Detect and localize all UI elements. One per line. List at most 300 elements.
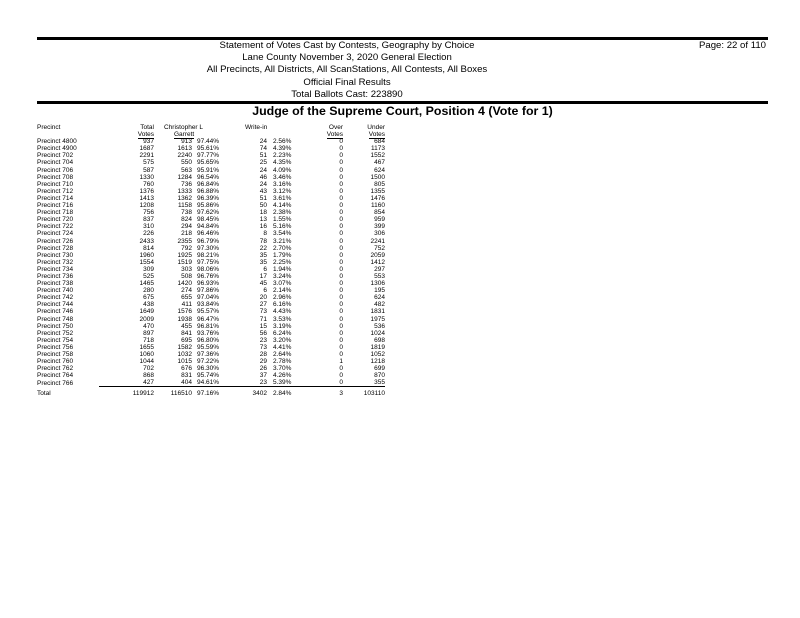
writein-pct-cell: 3.07%: [273, 280, 292, 288]
candidate-votes-cell: 841: [181, 329, 192, 337]
candidate-pct-cell: 98.45%: [197, 216, 220, 224]
table-row: [37, 152, 385, 159]
candidate-pct-cell: 96.30%: [197, 365, 220, 373]
over-votes-cell: 0: [339, 280, 343, 288]
precinct-cell: Precinct 738: [37, 280, 74, 288]
candidate-votes-cell: 1582: [177, 343, 192, 351]
writein-pct-cell: 4.14%: [273, 202, 292, 210]
candidate-votes-cell: 738: [181, 209, 192, 217]
precinct-cell: Precinct 718: [37, 209, 74, 217]
writein-votes-cell: 71: [259, 315, 267, 323]
total-votes-cell: 756: [143, 209, 154, 217]
candidate-votes-cell: 455: [181, 322, 192, 330]
under-votes-cell: 536: [374, 322, 385, 330]
candidate-pct-cell: 97.22%: [197, 358, 220, 366]
total-votes-cell: 438: [143, 301, 154, 309]
election-name: Lane County November 3, 2020 General Election: [242, 52, 452, 64]
over-votes-cell: 0: [339, 216, 343, 224]
candidate-votes-cell: 563: [181, 166, 192, 174]
candidate-votes-cell: 1925: [177, 251, 192, 259]
writein-votes-cell: 3402: [252, 390, 267, 398]
candidate-votes-cell: 736: [181, 180, 192, 188]
under-votes-cell: 698: [374, 336, 385, 344]
under-votes-cell: 297: [374, 265, 385, 273]
writein-votes-cell: 23: [235, 379, 267, 387]
candidate-pct-cell: 97.86%: [197, 287, 220, 295]
total-votes-cell: 2009: [139, 315, 154, 323]
total-votes-cell: 937: [143, 138, 154, 146]
col-over-header-1: Over: [328, 124, 343, 131]
table-row: [37, 372, 385, 379]
total-votes-cell: 897: [143, 329, 154, 337]
writein-pct-cell: 2.25%: [273, 258, 292, 266]
writein-votes-cell: 78: [259, 237, 267, 245]
precinct-cell: Precinct 702: [37, 152, 74, 160]
over-votes-cell: 0: [339, 329, 343, 337]
candidate-votes-cell: 1362: [177, 194, 192, 202]
candidate-pct-cell: 94.61%: [192, 379, 235, 387]
under-votes-cell: 1160: [371, 202, 385, 210]
writein-votes-cell: 16: [259, 223, 267, 231]
table-row: [37, 365, 385, 372]
table-row: [37, 273, 385, 280]
candidate-pct-cell: 97.75%: [197, 258, 220, 266]
table-row: [37, 216, 385, 223]
over-votes-cell: 0: [303, 379, 343, 387]
under-votes-cell: 1831: [370, 308, 385, 316]
writein-pct-cell: 4.43%: [273, 308, 292, 316]
writein-votes-cell: 51: [259, 194, 267, 202]
table-row: [37, 202, 385, 209]
total-votes-cell: 1044: [139, 358, 154, 366]
precinct-cell: Precinct 726: [37, 237, 74, 245]
table-row: [37, 287, 385, 294]
writein-votes-cell: 24: [259, 166, 267, 174]
under-votes-cell: 1500: [370, 173, 385, 181]
writein-pct-cell: 6.16%: [273, 301, 292, 309]
under-votes-cell: 306: [374, 230, 385, 238]
over-votes-cell: 0: [339, 315, 343, 323]
table-row: [37, 301, 385, 308]
total-votes-cell: 575: [143, 159, 154, 167]
precinct-cell: Precinct 742: [37, 294, 74, 302]
under-votes-cell: 1819: [370, 343, 385, 351]
candidate-votes-cell: 303: [181, 265, 192, 273]
under-votes-cell: 2059: [370, 251, 385, 259]
writein-pct-cell: 3.19%: [273, 322, 292, 330]
writein-pct-cell: 2.96%: [273, 294, 292, 302]
writein-votes-cell: 24: [259, 180, 267, 188]
candidate-pct-cell: 97.16%: [197, 390, 220, 398]
candidate-votes-cell: 2240: [177, 152, 192, 160]
candidate-pct-cell: 96.46%: [197, 230, 220, 238]
writein-pct-cell: 2.14%: [273, 287, 292, 295]
total-votes-cell: 1060: [139, 351, 154, 358]
precinct-cell: Precinct 764: [37, 372, 74, 380]
candidate-votes-cell: 1420: [177, 280, 192, 288]
writein-pct-cell: 2.23%: [273, 152, 292, 160]
under-votes-cell: 1306: [370, 280, 385, 288]
table-row: [37, 323, 385, 330]
under-votes-cell: 103110: [363, 390, 385, 398]
over-votes-cell: 0: [339, 152, 343, 160]
total-ballots-cast: Total Ballots Cast: 223890: [291, 88, 403, 100]
writein-votes-cell: 17: [259, 272, 267, 280]
candidate-votes-cell: 676: [181, 365, 192, 373]
over-votes-cell: 0: [339, 301, 343, 309]
over-votes-cell: 0: [339, 166, 343, 174]
total-votes-cell: 868: [143, 372, 154, 380]
under-votes-cell: 854: [374, 209, 385, 217]
over-votes-cell: 0: [339, 351, 343, 358]
precinct-cell: Precinct 708: [37, 173, 74, 181]
writein-pct-cell: 4.09%: [273, 166, 292, 174]
over-votes-cell: 0: [339, 230, 343, 238]
writein-pct-cell: 3.16%: [273, 180, 292, 188]
writein-votes-cell: 13: [259, 216, 267, 224]
writein-pct-cell: 3.20%: [273, 336, 292, 344]
writein-pct-cell: 4.35%: [273, 159, 292, 167]
total-votes-cell: 760: [143, 180, 154, 188]
candidate-pct-cell: 95.61%: [197, 145, 220, 153]
over-votes-cell: 0: [339, 173, 343, 181]
under-votes-cell: 399: [374, 223, 385, 231]
writein-votes-cell: 25: [259, 159, 267, 167]
candidate-votes-cell: 1613: [177, 145, 192, 153]
candidate-pct-cell: 96.39%: [197, 194, 220, 202]
table-row: [37, 337, 385, 344]
candidate-pct-cell: 95.74%: [197, 372, 220, 380]
col-writein-header: Write-in: [245, 124, 268, 131]
writein-pct-cell: 3.53%: [273, 315, 292, 323]
over-votes-cell: 3: [339, 390, 343, 398]
candidate-votes-cell: 831: [181, 372, 192, 380]
candidate-pct-cell: 95.65%: [197, 159, 220, 167]
precinct-cell: Precinct 752: [37, 329, 74, 337]
table-row: [37, 294, 385, 301]
table-row: [37, 145, 385, 152]
writein-votes-cell: 74: [259, 145, 267, 153]
candidate-votes-cell: 508: [181, 272, 192, 280]
col-precinct-header: Precinct: [37, 124, 61, 131]
total-votes-cell: 1655: [139, 343, 154, 351]
candidate-votes-cell: 913: [181, 138, 192, 146]
over-votes-cell: 0: [339, 187, 343, 195]
over-votes-cell: 0: [339, 223, 343, 231]
candidate-votes-cell: 411: [181, 301, 192, 309]
total-votes-cell: 2291: [139, 152, 154, 160]
under-votes-cell: 870: [374, 372, 385, 380]
over-votes-cell: 0: [339, 138, 343, 146]
col-under-header-2: Votes: [368, 131, 385, 139]
precinct-cell: Precinct 748: [37, 315, 74, 323]
over-votes-cell: 0: [339, 180, 343, 188]
total-votes-cell: 1687: [139, 145, 154, 153]
candidate-pct-cell: 95.86%: [197, 202, 220, 210]
under-votes-cell: 752: [374, 244, 385, 252]
candidate-pct-cell: 93.76%: [197, 329, 220, 337]
header-row-1: [37, 124, 385, 131]
writein-votes-cell: 6: [263, 287, 267, 295]
total-votes-cell: 675: [143, 294, 154, 302]
writein-pct-cell: 3.54%: [273, 230, 292, 238]
table-row: [37, 252, 385, 259]
table-row: [37, 181, 385, 188]
writein-votes-cell: 43: [259, 187, 267, 195]
table-row: [37, 308, 385, 315]
under-votes-cell: 195: [374, 287, 385, 295]
candidate-votes-cell: 1576: [177, 308, 192, 316]
candidate-votes-cell: 1158: [178, 202, 192, 210]
total-votes-cell: 309: [143, 265, 154, 273]
candidate-pct-cell: 96.84%: [197, 180, 220, 188]
page-number: Page: 22 of 110: [698, 40, 766, 51]
writein-pct-cell: 5.16%: [273, 223, 292, 231]
over-votes-cell: 0: [339, 251, 343, 259]
total-votes-cell: 814: [143, 244, 154, 252]
table-row: [37, 358, 385, 365]
candidate-pct-cell: 96.80%: [197, 336, 220, 344]
table-row: [37, 330, 385, 337]
over-votes-cell: 0: [339, 343, 343, 351]
writein-pct-cell: 3.61%: [273, 194, 292, 202]
candidate-votes-cell: 655: [181, 294, 192, 302]
precinct-cell: Precinct 714: [37, 194, 74, 202]
writein-pct-cell: 2.84%: [273, 390, 292, 398]
total-votes-cell: 427: [99, 379, 154, 387]
precinct-cell: Precinct 762: [37, 365, 74, 373]
total-votes-cell: 226: [143, 230, 154, 238]
writein-pct-cell: 2.70%: [273, 244, 292, 252]
over-votes-cell: 0: [339, 294, 343, 302]
writein-pct-cell: 4.26%: [273, 372, 292, 380]
candidate-votes-cell: 1519: [177, 258, 192, 266]
under-votes-cell: 1412: [370, 258, 385, 266]
under-votes-cell: 553: [374, 272, 385, 280]
writein-votes-cell: 23: [259, 336, 267, 344]
under-votes-cell: 959: [374, 216, 385, 224]
candidate-votes-cell: 274: [181, 287, 192, 295]
total-row: [37, 387, 385, 398]
table-row: [37, 188, 385, 195]
candidate-pct-cell: 96.93%: [197, 280, 220, 288]
candidate-pct-cell: 95.59%: [197, 343, 220, 351]
candidate-votes-cell: 404: [154, 379, 192, 387]
writein-votes-cell: 20: [259, 294, 267, 302]
under-votes-cell: 1173: [371, 145, 385, 153]
precinct-cell: Precinct 766: [37, 379, 74, 387]
precinct-cell: Precinct 716: [37, 202, 74, 210]
candidate-pct-cell: 97.44%: [197, 138, 220, 146]
under-votes-cell: 2241: [370, 237, 385, 245]
candidate-votes-cell: 1333: [177, 187, 192, 195]
writein-votes-cell: 22: [259, 244, 267, 252]
writein-votes-cell: 45: [259, 280, 267, 288]
precinct-cell: Precinct 728: [37, 244, 74, 252]
candidate-pct-cell: 97.36%: [197, 351, 220, 358]
under-votes-cell: 467: [374, 159, 385, 167]
table-row: [37, 245, 385, 252]
writein-pct-cell: 6.24%: [273, 329, 292, 337]
candidate-pct-cell: 96.88%: [197, 187, 220, 195]
table-row: [37, 195, 385, 202]
table-row: [37, 280, 385, 287]
under-votes-cell: 1552: [370, 152, 385, 160]
over-votes-cell: 0: [339, 258, 343, 266]
writein-votes-cell: 26: [259, 365, 267, 373]
under-votes-cell: 684: [374, 138, 385, 146]
candidate-votes-cell: 1015: [177, 358, 192, 366]
precinct-cell: Precinct 710: [37, 180, 74, 188]
total-votes-cell: 1465: [139, 280, 154, 288]
table-row: [37, 379, 385, 387]
col-total-header-2: Votes: [137, 131, 154, 139]
writein-votes-cell: 15: [259, 322, 267, 330]
table-row: [37, 259, 385, 266]
writein-votes-cell: 18: [259, 209, 267, 217]
precinct-cell: Precinct 740: [37, 287, 74, 295]
total-votes-cell: 1208: [139, 202, 154, 210]
candidate-votes-cell: 824: [181, 216, 192, 224]
precinct-cell: Precinct 734: [37, 265, 74, 273]
writein-votes-cell: 73: [259, 308, 267, 316]
candidate-pct-cell: 97.62%: [197, 209, 220, 217]
table-row: [37, 316, 385, 323]
total-votes-cell: 1649: [139, 308, 154, 316]
precinct-cell: Precinct 758: [37, 351, 74, 358]
precinct-cell: Precinct 750: [37, 322, 74, 330]
over-votes-cell: 0: [339, 322, 343, 330]
writein-pct-cell: 5.39%: [267, 379, 303, 387]
under-votes-cell: 1024: [370, 329, 385, 337]
contest-title: Judge of the Supreme Court, Position 4 (Vote for 1): [252, 104, 553, 118]
over-votes-cell: 0: [339, 272, 343, 280]
table-row: [37, 223, 385, 230]
results-table: [37, 124, 385, 398]
candidate-votes-cell: 218: [181, 230, 192, 238]
writein-pct-cell: 3.12%: [273, 187, 292, 195]
total-votes-cell: 525: [143, 272, 154, 280]
table-row: [37, 344, 385, 351]
writein-votes-cell: 56: [259, 329, 267, 337]
under-votes-cell: 805: [374, 180, 385, 188]
candidate-votes-cell: 1032: [177, 351, 192, 358]
over-votes-cell: 0: [339, 194, 343, 202]
precinct-cell: Precinct 760: [37, 358, 74, 366]
total-votes-cell: 310: [143, 223, 154, 231]
total-votes-cell: 702: [143, 365, 154, 373]
candidate-pct-cell: 96.54%: [197, 173, 220, 181]
col-candidate-header-2: Garrett: [174, 131, 195, 139]
under-votes-cell: 1975: [370, 315, 385, 323]
col-over-header-2: Votes: [326, 131, 343, 139]
over-votes-cell: 0: [339, 209, 343, 217]
table-row: [37, 266, 385, 273]
writein-pct-cell: 1.55%: [273, 216, 292, 224]
results-status: Official Final Results: [303, 76, 391, 88]
writein-pct-cell: 4.41%: [273, 343, 292, 351]
candidate-pct-cell: 97.30%: [197, 244, 220, 252]
over-votes-cell: 0: [339, 265, 343, 273]
writein-pct-cell: 1.79%: [273, 251, 292, 259]
writein-votes-cell: 73: [259, 343, 267, 351]
candidate-pct-cell: 97.77%: [197, 152, 220, 160]
total-votes-cell: 470: [143, 322, 154, 330]
precinct-cell: Precinct 4800: [37, 138, 77, 146]
total-votes-cell: 587: [143, 166, 154, 174]
precinct-cell: Precinct 736: [37, 272, 74, 280]
precinct-cell: Precinct 722: [37, 223, 74, 231]
writein-pct-cell: 2.64%: [273, 351, 292, 358]
total-votes-cell: 1554: [139, 258, 154, 266]
over-votes-cell: 0: [339, 202, 343, 210]
precinct-cell: Precinct 4900: [37, 145, 77, 153]
total-votes-cell: 837: [143, 216, 154, 224]
under-votes-cell: 1476: [370, 194, 385, 202]
under-votes-cell: 355: [343, 379, 385, 387]
candidate-votes-cell: 1284: [177, 173, 192, 181]
precinct-cell: Precinct 720: [37, 216, 74, 224]
writein-votes-cell: 27: [259, 301, 267, 309]
precinct-cell: Precinct 756: [37, 343, 74, 351]
col-under-header-1: Under: [367, 124, 385, 131]
table-row: [37, 174, 385, 181]
total-votes-cell: 280: [143, 287, 154, 295]
table-row: [37, 167, 385, 174]
precinct-cell: Precinct 746: [37, 308, 74, 316]
precinct-cell: Total: [37, 390, 51, 398]
report-header: [37, 40, 657, 101]
candidate-pct-cell: 97.04%: [197, 294, 220, 302]
total-votes-cell: 1960: [139, 251, 154, 259]
total-votes-cell: 2433: [139, 237, 154, 245]
writein-pct-cell: 3.46%: [273, 173, 292, 181]
over-votes-cell: 0: [339, 372, 343, 380]
table-row: [37, 159, 385, 166]
candidate-pct-cell: 96.76%: [197, 272, 220, 280]
over-votes-cell: 0: [339, 145, 343, 153]
table-row: [37, 238, 385, 245]
total-votes-cell: 1413: [139, 194, 154, 202]
writein-pct-cell: 1.94%: [273, 265, 292, 273]
report-scope: All Precincts, All Districts, All ScanStations, All Contests, All Boxes: [206, 64, 488, 76]
candidate-votes-cell: 792: [181, 244, 192, 252]
header-row-2: [37, 131, 385, 138]
writein-votes-cell: 50: [259, 202, 267, 210]
candidate-votes-cell: 550: [181, 159, 192, 167]
writein-pct-cell: 3.21%: [273, 237, 292, 245]
candidate-pct-cell: 94.84%: [197, 223, 220, 231]
writein-votes-cell: 6: [263, 265, 267, 273]
under-votes-cell: 624: [374, 166, 385, 174]
total-votes-cell: 718: [143, 336, 154, 344]
writein-votes-cell: 37: [259, 372, 267, 380]
results-rows: [37, 138, 385, 397]
writein-votes-cell: 24: [259, 138, 267, 146]
results-table-wrapper: [37, 124, 417, 398]
precinct-cell: Precinct 712: [37, 187, 74, 195]
over-votes-cell: 0: [339, 336, 343, 344]
over-votes-cell: 0: [339, 287, 343, 295]
precinct-cell: Precinct 706: [37, 166, 74, 174]
col-candidate-header-1: Christopher L: [164, 124, 204, 131]
over-votes-cell: 1: [339, 358, 343, 366]
over-votes-cell: 0: [339, 308, 343, 316]
precinct-cell: Precinct 730: [37, 251, 74, 259]
candidate-pct-cell: 93.84%: [197, 301, 220, 309]
writein-pct-cell: 3.24%: [273, 272, 292, 280]
writein-pct-cell: 4.39%: [273, 145, 292, 153]
